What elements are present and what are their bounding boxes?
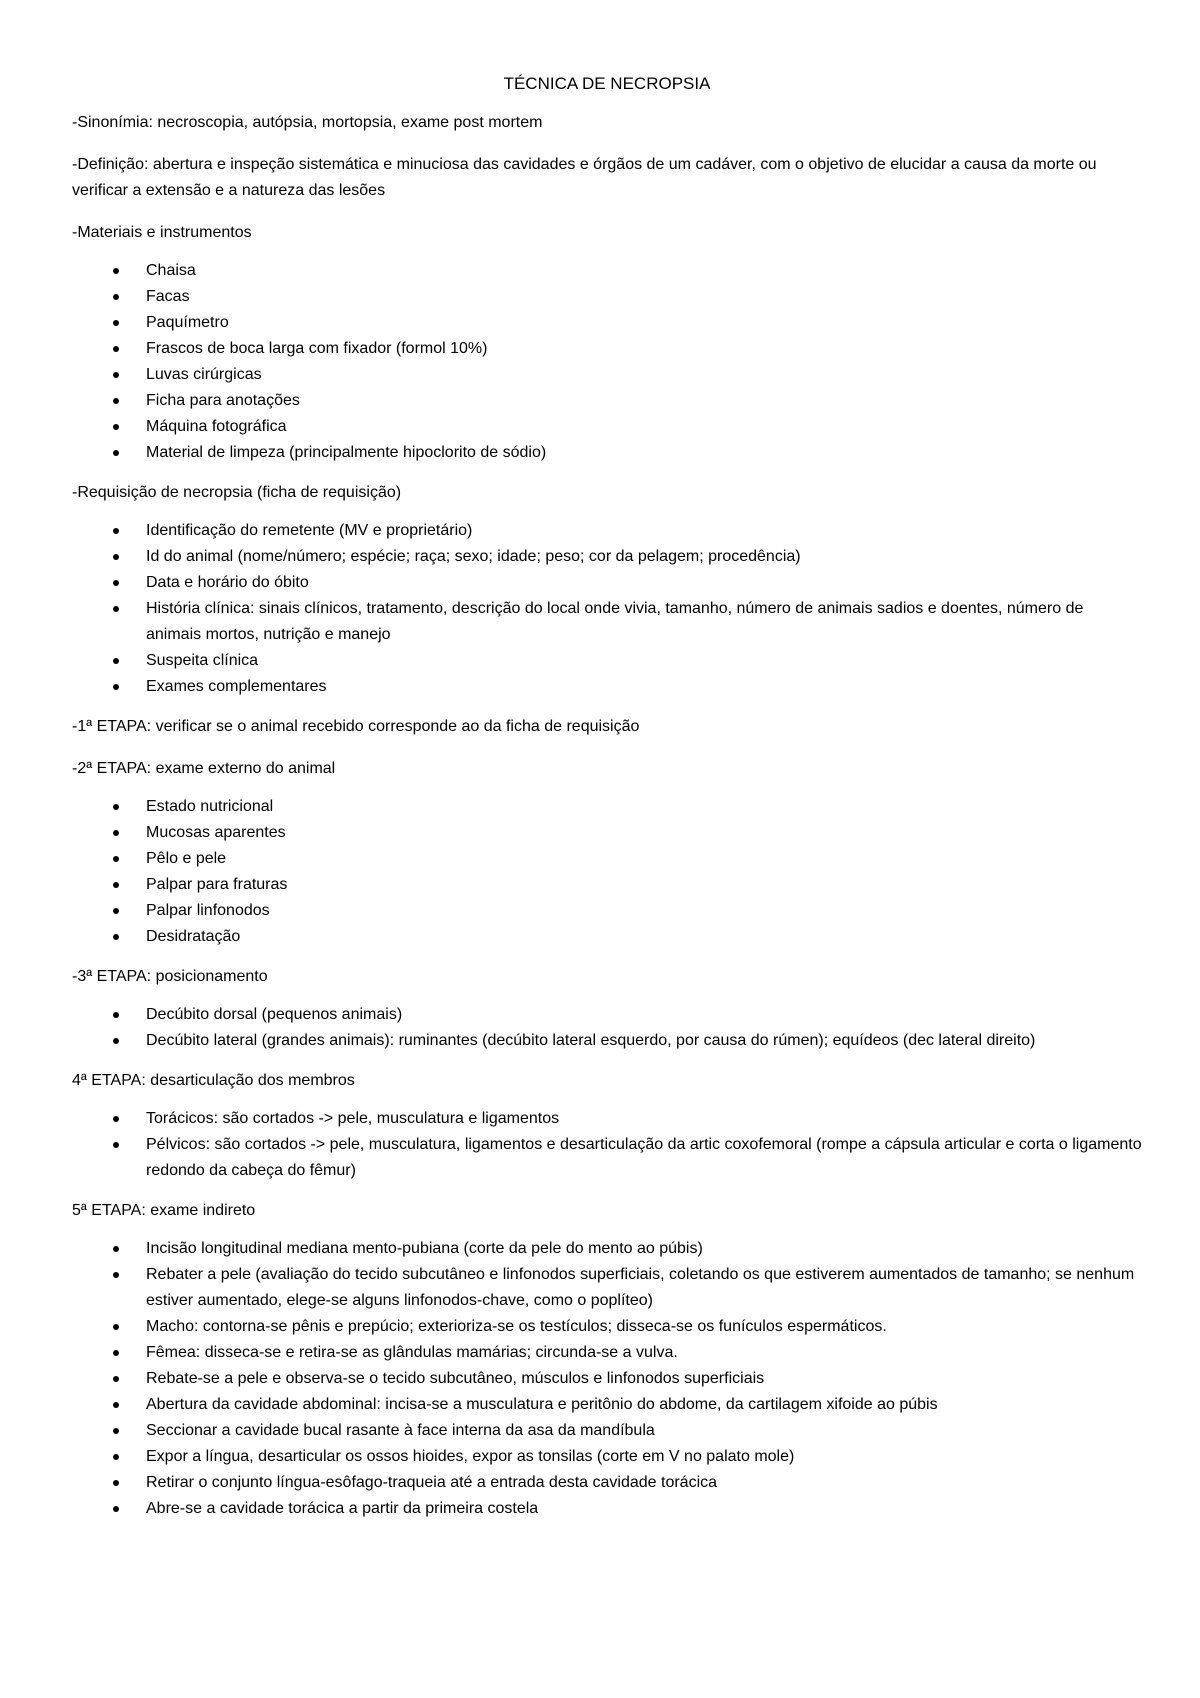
bullet-list: [72, 1002, 1142, 1054]
bullet-list: [72, 518, 1142, 700]
list-item-text: Rebater a pele (avaliação do tecido subcutâneo e linfonodos superficiais, coletando os que estiverem aumentados de tamanho; se nenhum estiver aumentado, elege-se alguns linfonodos-chave, como o poplíteo): [146, 1266, 1135, 1309]
section-paragraph: -Materiais e instrumentos: [72, 224, 252, 241]
list-item: [146, 1314, 1142, 1340]
list-item: [146, 414, 1142, 440]
list-item-text: Palpar linfonodos: [146, 902, 270, 919]
section-paragraph: -1ª ETAPA: verificar se o animal recebido corresponde ao da ficha de requisição: [72, 718, 640, 735]
section-paragraph: 4ª ETAPA: desarticulação dos membros: [72, 1072, 355, 1089]
bullet-icon: [113, 882, 119, 888]
list-item: [146, 898, 1142, 924]
list-item-text: Exames complementares: [146, 678, 327, 695]
list-item-text: História clínica: sinais clínicos, tratamento, descrição do local onde vivia, tamanho, número de animais sadios e doentes, número de animais mortos, nutrição e manejo: [146, 600, 1084, 643]
bullet-icon: [113, 606, 119, 612]
section-paragraph: -2ª ETAPA: exame externo do animal: [72, 760, 336, 777]
list-item: [146, 1444, 1142, 1470]
list-item: [146, 518, 1142, 544]
list-item: [146, 310, 1142, 336]
bullet-list: [72, 1106, 1142, 1184]
bullet-icon: [113, 684, 119, 690]
list-item: [146, 284, 1142, 310]
list-item: [146, 1470, 1142, 1496]
section-paragraph: -3ª ETAPA: posicionamento: [72, 968, 268, 985]
list-item-text: Data e horário do óbito: [146, 574, 309, 591]
bullet-icon: [113, 1428, 119, 1434]
bullet-icon: [113, 804, 119, 810]
list-item: [146, 1106, 1142, 1132]
bullet-icon: [113, 450, 119, 456]
list-item: [146, 846, 1142, 872]
bullet-icon: [113, 320, 119, 326]
bullet-icon: [113, 908, 119, 914]
bullet-icon: [113, 372, 119, 378]
bullet-icon: [113, 1376, 119, 1382]
bullet-icon: [113, 398, 119, 404]
list-item: [146, 1132, 1142, 1184]
list-item-text: Retirar o conjunto língua-esôfago-traqueia até a entrada desta cavidade torácica: [146, 1474, 718, 1491]
bullet-icon: [113, 1116, 119, 1122]
list-item-text: Desidratação: [146, 928, 241, 945]
list-item-text: Decúbito dorsal (pequenos animais): [146, 1006, 403, 1023]
list-item: [146, 648, 1142, 674]
list-item: [146, 794, 1142, 820]
list-item-text: Suspeita clínica: [146, 652, 259, 669]
list-item-text: Facas: [146, 288, 190, 305]
list-item: [146, 1002, 1142, 1028]
list-item: [146, 820, 1142, 846]
list-item-text: Torácicos: são cortados -> pele, musculatura e ligamentos: [146, 1110, 560, 1127]
list-item: [146, 388, 1142, 414]
list-item-text: Decúbito lateral (grandes animais): ruminantes (decúbito lateral esquerdo, por causa do rúmen); equídeos (dec lateral direito): [146, 1032, 1036, 1049]
bullet-icon: [113, 1142, 119, 1148]
section-paragraph: -Sinonímia: necroscopia, autópsia, mortopsia, exame post mortem: [72, 114, 543, 131]
list-item-text: Frascos de boca larga com fixador (formol 10%): [146, 340, 488, 357]
list-item: [146, 570, 1142, 596]
list-item: [146, 1418, 1142, 1444]
bullet-icon: [113, 268, 119, 274]
list-item: [146, 1236, 1142, 1262]
list-item-text: Palpar para fraturas: [146, 876, 288, 893]
list-item: [146, 872, 1142, 898]
list-item: [146, 596, 1142, 648]
list-item: [146, 362, 1142, 388]
bullet-icon: [113, 856, 119, 862]
section-paragraph: 5ª ETAPA: exame indireto: [72, 1202, 256, 1219]
bullet-icon: [113, 1324, 119, 1330]
bullet-icon: [113, 1350, 119, 1356]
bullet-icon: [113, 1454, 119, 1460]
list-item-text: Rebate-se a pele e observa-se o tecido subcutâneo, músculos e linfonodos superficiais: [146, 1370, 765, 1387]
bullet-icon: [113, 554, 119, 560]
bullet-list: [72, 794, 1142, 950]
document-page: [72, 72, 1142, 1536]
list-item: [146, 1028, 1142, 1054]
bullet-icon: [113, 1272, 119, 1278]
list-item-text: Fêmea: disseca-se e retira-se as glândulas mamárias; circunda-se a vulva.: [146, 1344, 678, 1361]
bullet-icon: [113, 830, 119, 836]
bullet-icon: [113, 1012, 119, 1018]
section-paragraph: -Definição: abertura e inspeção sistemática e minuciosa das cavidades e órgãos de um cadáver, com o objetivo de elucidar a causa da morte ou verificar a extensão e a natureza das lesões: [72, 156, 1097, 199]
section-paragraph: -Requisição de necropsia (ficha de requisição): [72, 484, 402, 501]
list-item: [146, 258, 1142, 284]
list-item-text: Ficha para anotações: [146, 392, 300, 409]
list-item: [146, 1392, 1142, 1418]
list-item-text: Máquina fotográfica: [146, 418, 287, 435]
bullet-icon: [113, 658, 119, 664]
list-item-text: Identificação do remetente (MV e proprietário): [146, 522, 473, 539]
bullet-icon: [113, 294, 119, 300]
bullet-icon: [113, 1506, 119, 1512]
list-item: [146, 1340, 1142, 1366]
bullet-icon: [113, 528, 119, 534]
list-item-text: Incisão longitudinal mediana mento-pubiana (corte da pele do mento ao púbis): [146, 1240, 703, 1257]
document-title: TÉCNICA DE NECROPSIA: [503, 74, 711, 93]
list-item-text: Estado nutricional: [146, 798, 274, 815]
list-item: [146, 440, 1142, 466]
document-body: [72, 110, 1142, 1522]
bullet-icon: [113, 580, 119, 586]
list-item: [146, 674, 1142, 700]
list-item: [146, 924, 1142, 950]
bullet-icon: [113, 1246, 119, 1252]
bullet-list: [72, 258, 1142, 466]
list-item: [146, 1496, 1142, 1522]
list-item-text: Seccionar a cavidade bucal rasante à face interna da asa da mandíbula: [146, 1422, 655, 1439]
bullet-icon: [113, 1038, 119, 1044]
list-item: [146, 544, 1142, 570]
bullet-icon: [113, 1480, 119, 1486]
bullet-icon: [113, 1402, 119, 1408]
list-item-text: Mucosas aparentes: [146, 824, 286, 841]
bullet-list: [72, 1236, 1142, 1522]
list-item-text: Abertura da cavidade abdominal: incisa-se a musculatura e peritônio do abdome, da cartilagem xifoide ao púbis: [146, 1396, 938, 1413]
list-item: [146, 1262, 1142, 1314]
list-item-text: Chaisa: [146, 262, 196, 279]
list-item-text: Macho: contorna-se pênis e prepúcio; exterioriza-se os testículos; disseca-se os funículos espermáticos.: [146, 1318, 887, 1335]
list-item-text: Pêlo e pele: [146, 850, 227, 867]
bullet-icon: [113, 424, 119, 430]
list-item-text: Material de limpeza (principalmente hipoclorito de sódio): [146, 444, 547, 461]
list-item: [146, 1366, 1142, 1392]
list-item-text: Luvas cirúrgicas: [146, 366, 262, 383]
bullet-icon: [113, 346, 119, 352]
list-item-text: Pélvicos: são cortados -> pele, musculatura, ligamentos e desarticulação da artic coxofemoral (rompe a cápsula articular e corta o ligamento redondo da cabeça do fêmur): [146, 1136, 1142, 1179]
list-item-text: Abre-se a cavidade torácica a partir da primeira costela: [146, 1500, 539, 1517]
bullet-icon: [113, 934, 119, 940]
list-item-text: Paquímetro: [146, 314, 229, 331]
list-item-text: Expor a língua, desarticular os ossos hioides, expor as tonsilas (corte em V no palato mole): [146, 1448, 795, 1465]
list-item-text: Id do animal (nome/número; espécie; raça; sexo; idade; peso; cor da pelagem; procedência): [146, 548, 801, 565]
list-item: [146, 336, 1142, 362]
